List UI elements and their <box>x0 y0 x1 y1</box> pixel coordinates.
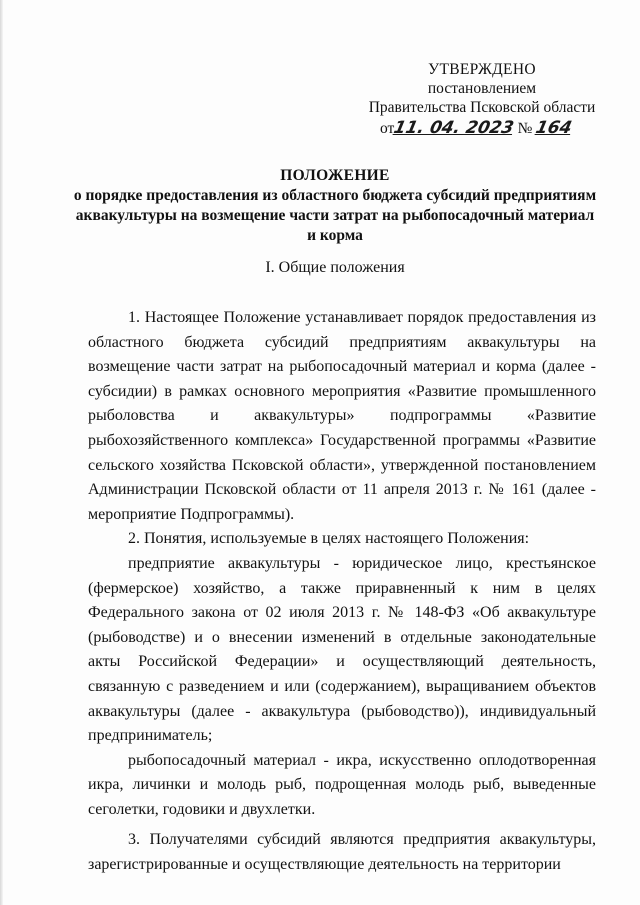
approval-heading: УТВЕРЖДЕНО <box>428 61 536 78</box>
title-line-1: о порядке предоставления из областного бюджета субсидий предприятиям <box>73 187 597 204</box>
title-line-3: и корма <box>307 227 363 244</box>
approval-date-handwritten: 11. 04. 2023 <box>392 118 516 138</box>
approval-date-row <box>362 117 602 139</box>
approval-from-label: от <box>380 120 395 137</box>
approval-number-label: № <box>517 120 533 137</box>
scan-edge <box>0 0 3 905</box>
title-main: ПОЛОЖЕНИЕ <box>280 167 390 184</box>
paragraph-definition-2: рыбопосадочный материал - икра, искусственно оплодотворенная икра, личинки и молодь рыб, подрощенная молодь рыб, выведенные сеголетки, годовики и двухлетки. <box>88 751 596 818</box>
paragraph-3: 3. Получателями субсидий являются предприятия аквакультуры, зарегистрированные и осуществляющие деятельность на территории <box>88 831 596 874</box>
approval-block <box>362 60 602 139</box>
approval-number-handwritten: 164 <box>534 118 574 138</box>
document-body <box>88 306 596 878</box>
paragraph-definition-1: предприятие аквакультуры - юридическое лицо, крестьянское (фермерское) хозяйство, а также приравненный к ним в целях Федерального закона от 02 июля 2013 г. № 148-ФЗ «Об аквакультуре (рыбоводстве) и о внесении изменений в отдельные законодательные акты Российской Федерации» и осуществляющий деятельность, связанную с разведением и или (содержанием), выращиванием объектов аквакультуры (далее - аквакультура (рыбоводство)), индивидуальный предприниматель; <box>88 554 596 745</box>
title-line-2: аквакультуры на возмещение части затрат на рыбопосадочный материал <box>75 207 595 224</box>
document-title <box>70 166 600 246</box>
approval-line-2: Правительства Псковской области <box>368 99 596 116</box>
section-heading: I. Общие положения <box>265 259 405 276</box>
paragraph-1: 1. Настоящее Положение устанавливает порядок предоставления из областного бюджета субсидий предприятиям аквакультуры на возмещение части затрат на рыбопосадочный материал и корма (далее - субсидии) в рамках основного мероприятия «Развитие промышленного рыболовства и аквакультуры» подпрограммы «Развитие рыбохозяйственного комплекса» Государственной программы «Развитие сельского хозяйства Псковской области», утвержденной постановлением Администрации Псковской области от 11 апреля 2013 г. № 161 (далее - мероприятие Подпрограммы). <box>88 309 596 523</box>
approval-line-1: постановлением <box>427 80 537 97</box>
paragraph-2: 2. Понятия, используемые в целях настоящего Положения: <box>128 530 530 548</box>
